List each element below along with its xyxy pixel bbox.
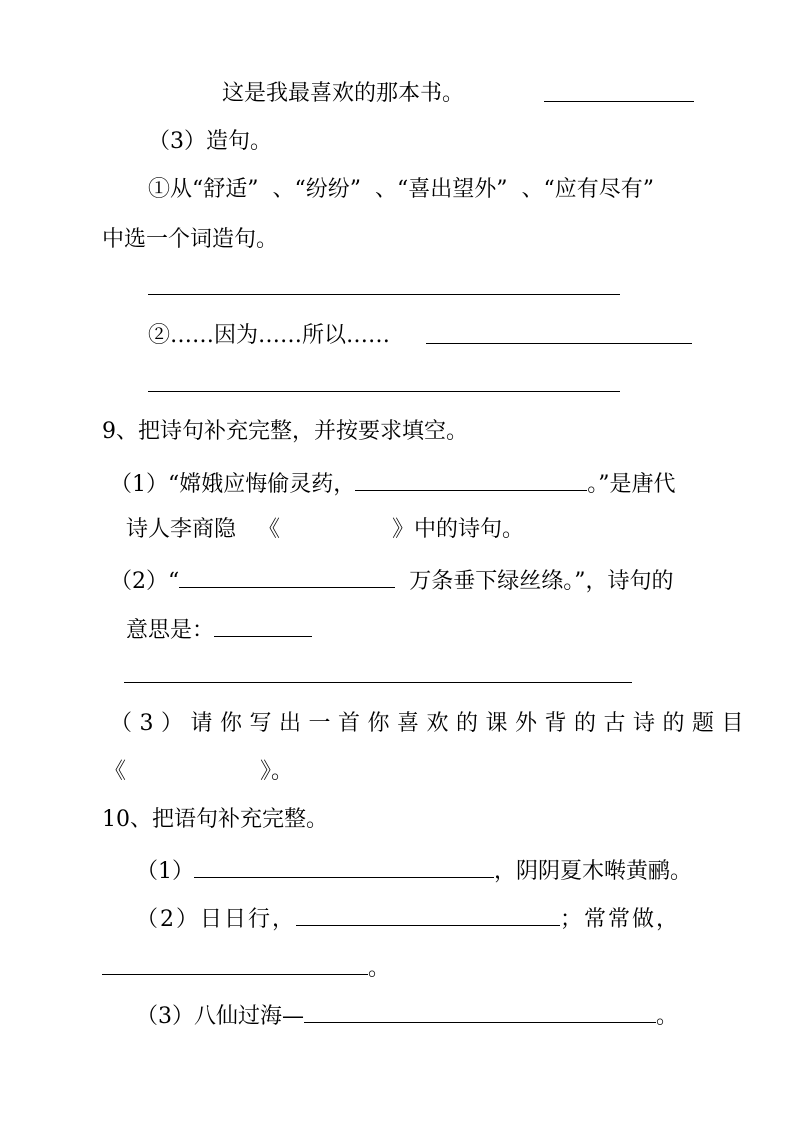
q9-1-poet: 诗人李商隐 (126, 517, 237, 542)
q9-3-close-bracket: 》。 (260, 759, 294, 784)
conjunction-prompt (148, 322, 390, 350)
q10-2-middle: ；常常做， (560, 907, 681, 932)
question-9-2-meaning (126, 614, 312, 645)
q9-1-open-bracket: 《 (258, 517, 281, 542)
q9-2-prompt: （2）“ (110, 569, 180, 594)
question-9-2 (110, 565, 674, 596)
word-option-3: 、“喜出望外” (375, 177, 508, 202)
subsection-heading (148, 128, 272, 156)
q9-3-prompt: （3）请你写出一首你喜欢的课外背的古诗的题目 (110, 711, 751, 736)
q10-3-blank[interactable] (304, 1000, 656, 1023)
q9-2-tail: 万条垂下绿丝绦。”，诗句的 (409, 569, 674, 594)
question-10-1 (136, 855, 692, 886)
q9-2-blank[interactable] (179, 565, 395, 588)
q10-2-blank-1[interactable] (296, 903, 560, 926)
word-option-4: 、“应有尽有” (521, 177, 654, 202)
q9-2-meaning-label: 意思是： (126, 618, 215, 643)
answer-line-sentence-2b[interactable] (148, 391, 620, 392)
subsection-heading-text: （3）造句。 (148, 129, 272, 154)
q9-1-tail: 。”是唐代 (587, 472, 676, 497)
q10-3-end: 。 (656, 1004, 679, 1029)
question-9-3-title (104, 758, 293, 786)
q10-2-blank-2[interactable] (102, 952, 368, 975)
q10-1-prompt: （1） (136, 859, 194, 884)
conjunction-prompt-text: ②……因为……所以…… (148, 323, 391, 348)
word-choice-line (148, 176, 654, 204)
q10-1-blank[interactable] (194, 855, 494, 878)
q9-3-open-bracket: 《 (104, 759, 127, 784)
word-choice-instruction (102, 226, 278, 254)
q10-2-end: 。 (368, 956, 391, 981)
question-9-1-cont (126, 516, 524, 544)
q10-3-prompt: （3）八仙过海— (136, 1004, 304, 1029)
q10-1-tail: ，阴阴夏木啭黄鹂。 (494, 859, 693, 884)
q9-1-blank[interactable] (355, 468, 587, 491)
question-9-1 (110, 468, 676, 499)
answer-line-sentence-2a[interactable] (426, 343, 692, 344)
question-9-heading (102, 418, 468, 446)
question-9-text: 9、把诗句补充完整，并按要求填空。 (102, 419, 468, 444)
question-9-3 (110, 710, 751, 738)
word-option-1: ①从“舒适” (148, 177, 259, 202)
question-10-heading (102, 806, 328, 834)
question-10-2-cont (102, 952, 390, 983)
q9-1-prompt: （1）“嫦娥应悔偷灵药， (110, 472, 356, 497)
answer-blank-1[interactable] (544, 101, 694, 102)
example-sentence (222, 80, 464, 108)
q9-1-suffix: 》中的诗句。 (392, 517, 525, 542)
q9-2-meaning-line[interactable] (124, 682, 632, 683)
question-10-text: 10、把语句补充完整。 (102, 807, 328, 832)
question-10-3 (136, 1000, 678, 1031)
q10-2-prompt: （2）日日行， (136, 907, 296, 932)
word-option-2: 、“纷纷” (272, 177, 361, 202)
word-choice-instruction-text: 中选一个词造句。 (102, 227, 279, 252)
answer-line-sentence-1[interactable] (148, 294, 620, 295)
question-10-2 (136, 903, 680, 934)
example-sentence-text: 这是我最喜欢的那本书。 (222, 81, 465, 106)
q9-2-meaning-blank[interactable] (214, 614, 312, 637)
